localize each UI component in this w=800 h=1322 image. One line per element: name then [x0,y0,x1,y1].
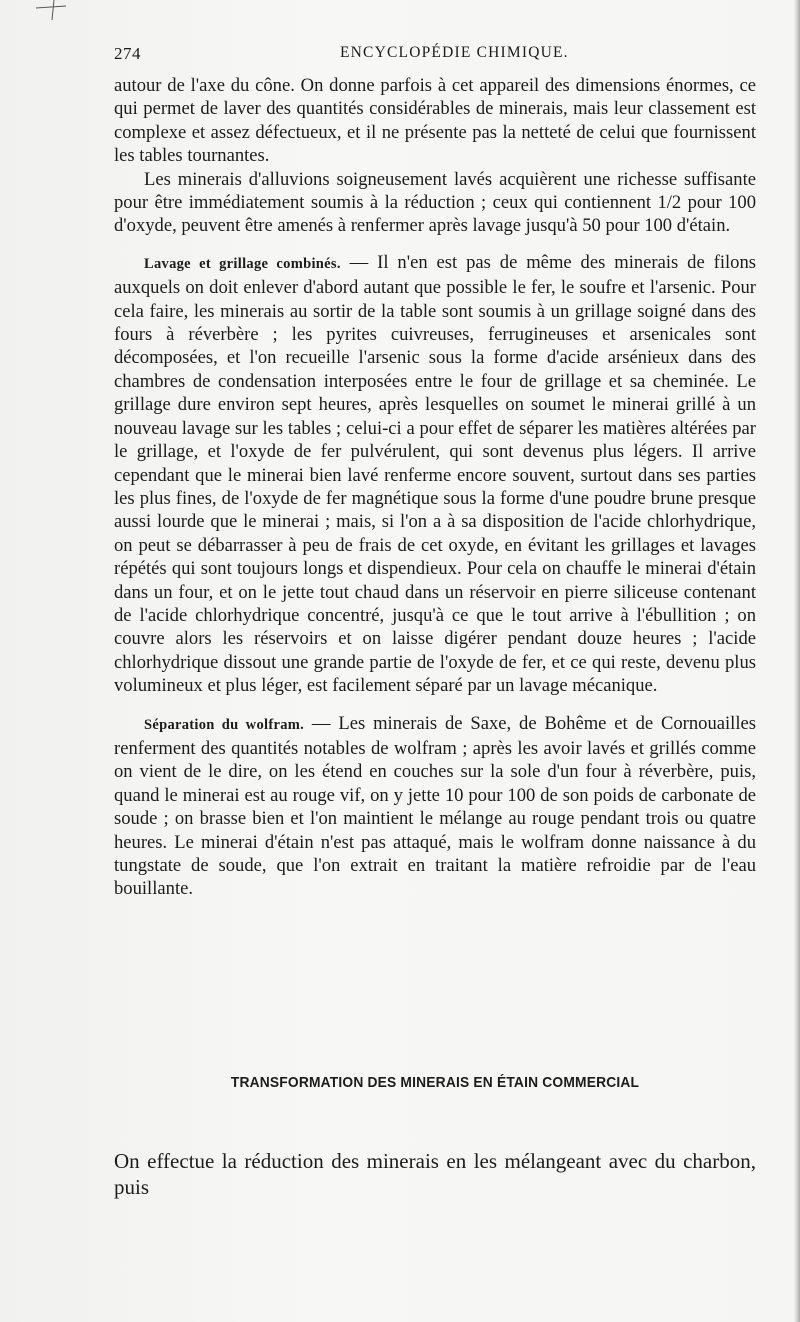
paragraph-wolfram-text: — Les minerais de Saxe, de Bohême et de Cornouailles renferment des quantités notables de wolfram ; après les avoir lavés et grillés comme on vient de le dire, on les étend en couches sur la sole d'un four à réverbère, puis, quand le minerai est au rouge vif, on y jette 10 pour 100 de son poids de carbonate de soude ; on brasse bien et l'on maintient le mélange au rouge pendant trois ou quatre heures. Le minerai d'étain n'est pas attaqué, mais le wolfram donne naissance à du tungstate de soude, que l'on extrait en traitant la matière refroidie par de l'eau bouillante. [114,712,757,900]
corner-registration-mark [30,0,70,22]
page-edge-shadow [794,0,800,1322]
section-heading: TRANSFORMATION DES MINERAIS EN ÉTAIN COMMERCIAL [230,1074,640,1091]
paragraph-alluvial-ores: Les minerais d'alluvions soigneusement lavés acquièrent une richesse suffisante pour être immédiatement soumis à la réduction ; ceux qui contiennent 1/2 pour 100 d'oxyde, peuvent être amenés à renfermer après lavage jusqu'à 50 pour 100 d'étain. [114,168,756,237]
paragraph-cone-apparatus: autour de l'axe du cône. On donne parfois à cet appareil des dimensions énormes, ce qui permet de laver des quantités considérables de minerais, mais leur classement est complexe et assez défectueux, et il ne présente pas la netteté de celui que fournissent les tables tournantes. [114,75,756,167]
paragraph-wolfram-separation [114,712,756,901]
runin-heading-washing-roasting: Lavage et grillage combinés. [144,255,341,272]
paragraph-washing-roasting [114,251,756,698]
page-number: 274 [114,44,141,63]
running-header [114,44,754,68]
running-title: ENCYCLOPÉDIE CHIMIQUE. [340,44,569,61]
section-first-line: On effectue la réduction des minerais en les mélangeant avec du charbon, puis [114,1149,756,1199]
body-text [114,74,756,901]
paragraph-washing-roasting-text: — Il n'en est pas de même des minerais de filons auxquels on doit enlever d'abord autant que possible le fer, le soufre et l'arsenic. Pour cela faire, les minerais au sortir de la table sont soumis à un grillage soigné dans des fours à réverbère ; les pyrites cuivreuses, ferrugineuses et arsenicales sont décomposées, et l'on recueille l'arsenic sous la forme d'acide arsénieux dans des chambres de condensation interposées entre le four de grillage et sa cheminée. Le grillage dure environ sept heures, après lesquelles on soumet le minerai grillé à un nouveau lavage sur les tables ; celui-ci a pour effet de séparer les matières altérées par le grillage, et l'oxyde de fer pulvérulent, qui sont devenus plus légers. Il arrive cependant que le minerai bien lavé renferme encore souvent, surtout dans ses parties les plus fines, de l'oxyde de fer magnétique sous la forme d'une poudre brune presque aussi lourde que le minerai ; mais, si l'on a à sa disposition de l'acide chlorhydrique, on peut se débarrasser à peu de frais de cet oxyde, en évitant les grillages et lavages répétés qui sont toujours longs et dispendieux. Pour cela on chauffe le minerai d'étain dans un four, et on le jette tout chaud dans un réservoir en pierre siliceuse contenant de l'acide chlorhydrique concentré, jusqu'à ce que le tout arrive à l'ébullition ; on couvre alors les réservoirs et on laisse digérer pendant douze heures ; l'acide chlorhydrique dissout une grande partie de l'oxyde de fer, et ce qui reste, devenu plus volumineux et plus léger, est facilement séparé par un lavage mécanique. [114,251,756,697]
runin-heading-wolfram: Séparation du wolfram. [144,716,305,733]
